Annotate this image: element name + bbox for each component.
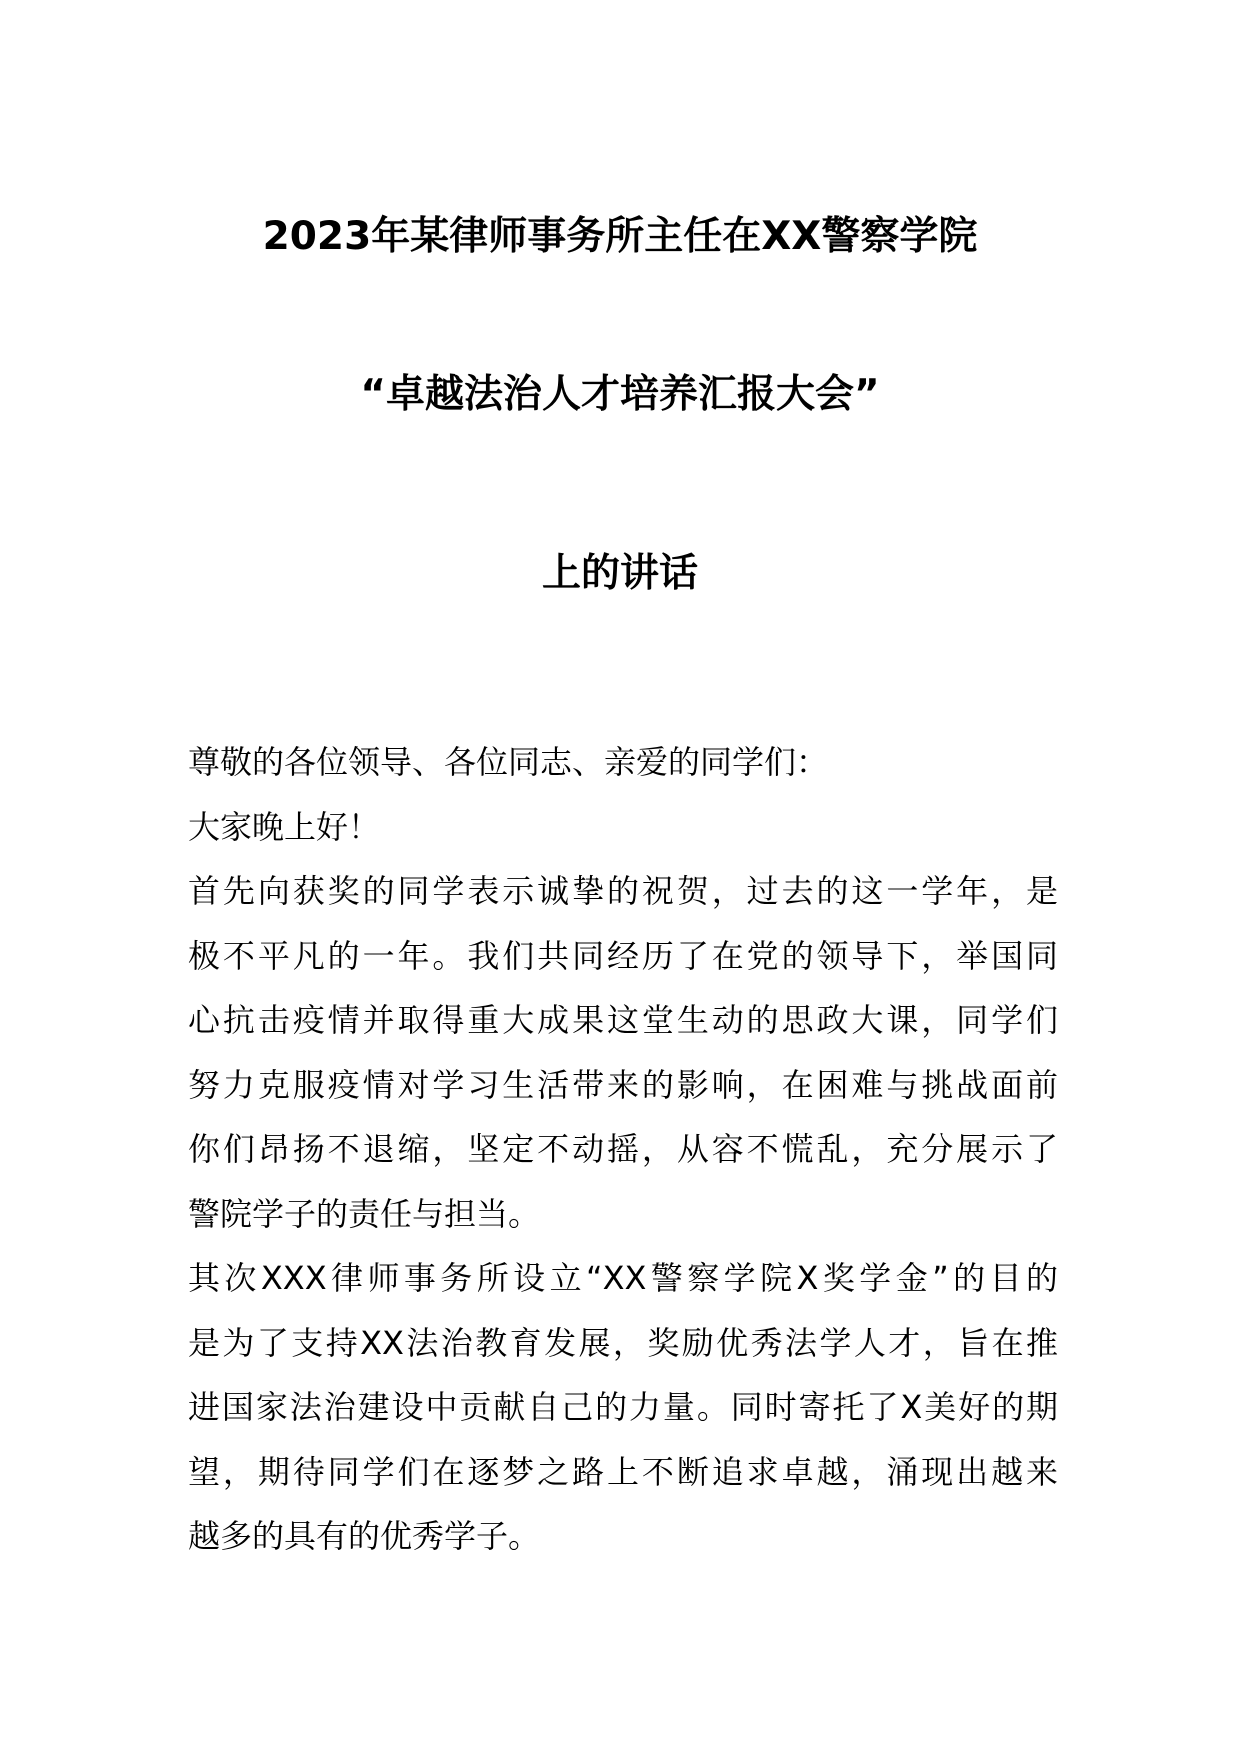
title-line-2: “卓越法治人才培养汇报大会” — [360, 372, 880, 417]
body-line: 极不平凡的一年。我们共同经历了在党的领导下，举国同 — [188, 936, 1058, 975]
body-line: 望，期待同学们在逐梦之路上不断追求卓越，涌现出越来 — [188, 1452, 1058, 1491]
body-line: 首先向获奖的同学表示诚挚的祝贺，过去的这一学年，是 — [188, 872, 1058, 910]
body-line: 警院学子的责任与担当。 — [188, 1194, 541, 1233]
salutation-line: 尊敬的各位领导、各位同志、亲爱的同学们： — [188, 743, 829, 781]
title-line-1: 2023年某律师事务所主任在XX警察学院 — [262, 214, 978, 259]
body-line: 努力克服疫情对学习生活带来的影响，在困难与挑战面前 — [188, 1065, 1058, 1104]
title-line-3: 上的讲话 — [541, 551, 698, 596]
body-line: 越多的具有的优秀学子。 — [188, 1517, 541, 1555]
body-line: 你们昂扬不退缩，坚定不动摇，从容不慌乱，充分展示了 — [188, 1130, 1058, 1168]
body-line: 进国家法治建设中贡献自己的力量。同时寄托了X美好的期 — [188, 1388, 1058, 1426]
body-line: 心抗击疫情并取得重大成果这堂生动的思政大课，同学们 — [188, 1001, 1058, 1039]
body-line: 其次XXX律师事务所设立“XX警察学院X奖学金”的目的 — [188, 1259, 1058, 1297]
speech-body — [188, 730, 1058, 1569]
body-line: 是为了支持XX法治教育发展，奖励优秀法学人才，旨在推 — [188, 1323, 1058, 1362]
greeting-line: 大家晚上好！ — [188, 807, 381, 846]
